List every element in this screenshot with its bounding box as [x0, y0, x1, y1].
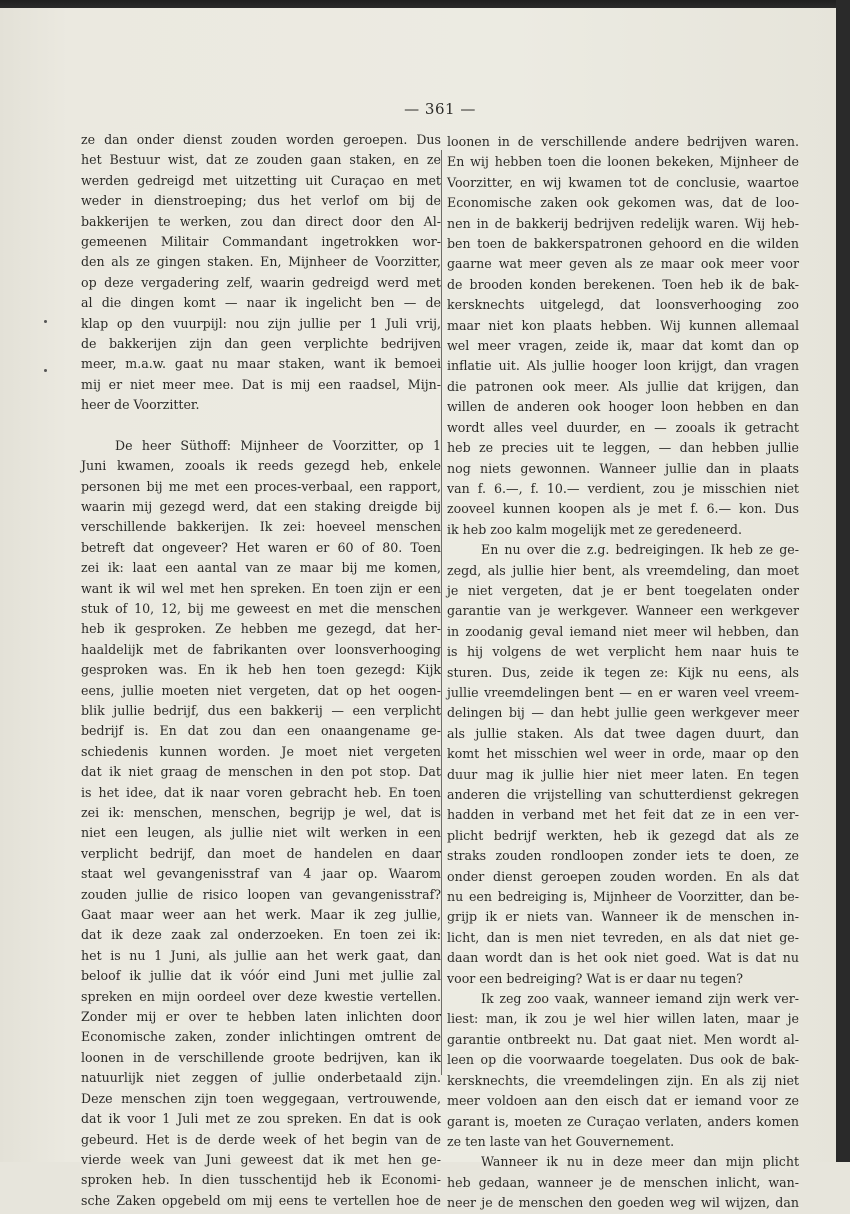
text-line: stuk of 10, 12, bij me geweest en met die menschen: [81, 600, 441, 616]
text-line: vierde week van Juni geweest dat ik met hen ge-: [81, 1151, 441, 1167]
right-column: [447, 132, 799, 1214]
text-line: zei ik: laat een aantal van ze maar bij me komen,: [81, 560, 441, 576]
text-line: dat ik deze zaak zal onderzoeken. En toen zei ik:: [81, 927, 441, 943]
text-line: dat ik niet graag de menschen in den pot stop. Dat: [81, 764, 441, 780]
text-line: betreft dat ongeveer? Het waren er 60 of 80. Toen: [81, 539, 441, 555]
text-line: nu een bedreiging is, Mijnheer de Voorzitter, dan be-: [447, 889, 799, 905]
text-line: neer je de menschen den goeden weg wil wijzen, dan: [447, 1195, 799, 1211]
scan-edge-top: [0, 0, 850, 8]
text-line: onder dienst geroepen zouden worden. En als dat: [447, 868, 799, 884]
text-line: want ik wil wel met hen spreken. En toen zijn er een: [81, 580, 441, 596]
text-line: ze ten laste van het Gouvernement.: [447, 1133, 675, 1149]
text-line: beloof ik jullie dat ik vóór eind Juni met jullie zal: [81, 968, 441, 984]
text-line: zooveel kunnen koopen als je met f. 6.— kon. Dus: [447, 501, 799, 517]
text-line: heer de Voorzitter.: [81, 397, 200, 413]
margin-mark: [44, 369, 47, 372]
text-line: heb gedaan, wanneer je de menschen inlicht, wan-: [447, 1174, 799, 1190]
text-line: maar niet kon plaats hebben. Wij kunnen allemaal: [447, 317, 799, 333]
text-line: leen op die voorwaarde toegelaten. Dus ook de bak-: [447, 1052, 799, 1068]
text-line: licht, dan is men niet tevreden, en als dat niet ge-: [447, 929, 799, 945]
text-line: anderen die vrijstelling van schutterdienst gekregen: [447, 787, 799, 802]
text-line: gemeenen Militair Commandant ingetrokken wor-: [81, 234, 441, 250]
text-line: staat wel gevangenisstraf van 4 jaar op. Waarom: [81, 866, 441, 882]
margin-mark: [44, 320, 47, 323]
text-line: De heer Süthoff: Mijnheer de Voorzitter, op 1: [115, 437, 441, 453]
text-line: meer, m.a.w. gaat nu maar staken, want ik bemoei: [81, 356, 441, 372]
text-line: personen bij me met een proces-verbaal, een rapport,: [81, 478, 441, 494]
left-column: [81, 130, 441, 1211]
text-line: inflatie uit. Als jullie hooger loon krijgt, dan vragen: [447, 358, 799, 374]
text-line: Ik zeg zoo vaak, wanneer iemand zijn werk ver-: [481, 991, 799, 1007]
column-divider: [441, 150, 442, 1075]
text-line: verplicht bedrijf, dan moet de handelen en daar: [81, 845, 441, 861]
text-line: loonen in de verschillende andere bedrijven waren.: [447, 134, 799, 149]
text-line: kersknechts, die vreemdelingen zijn. En als zij niet: [447, 1072, 799, 1088]
text-line: delingen bij — dan hebt jullie geen werkgever meer: [447, 705, 799, 721]
text-line: grijp ik er niets van. Wanneer ik de menschen in-: [447, 909, 799, 925]
text-line: natuurlijk niet zeggen of jullie onderbetaald zijn.: [81, 1070, 441, 1086]
text-line: sproken heb. In dien tusschentijd heb ik Economi-: [81, 1172, 441, 1188]
page-number: — 361 —: [404, 100, 476, 118]
text-line: Deze menschen zijn toen weggegaan, vertrouwende,: [81, 1090, 441, 1106]
text-line: ze dan onder dienst zouden worden geroepen. Dus: [81, 132, 441, 147]
text-line: verschillende bakkerijen. Ik zei: hoeveel menschen: [81, 519, 441, 535]
text-line: op deze vergadering zelf, waarin gedreigd werd met: [81, 274, 441, 290]
text-line: bakkerijen te werken, zou dan direct door den Al-: [81, 213, 441, 229]
paragraph-gap: [81, 416, 441, 436]
text-line: sche Zaken opgebeld om mij eens te vertellen hoe de: [81, 1192, 441, 1208]
text-line: zegd, als jullie hier bent, als vreemdeling, dan moet: [447, 562, 799, 578]
text-line: haaldelijk met de fabrikanten over loonsverhooging: [81, 641, 441, 657]
text-line: Voorzitter, en wij kwamen tot de conclusie, waartoe: [447, 174, 799, 190]
text-line: eens, jullie moeten niet vergeten, dat op het oogen-: [81, 682, 441, 698]
text-line: willen de anderen ook hooger loon hebben en dan: [447, 399, 799, 415]
text-line: duur mag ik jullie hier niet meer laten. En tegen: [447, 766, 799, 782]
text-line: al die dingen komt — naar ik ingelicht ben — de: [81, 295, 441, 311]
text-line: zouden jullie de risico loopen van gevangenisstraf?: [81, 886, 441, 902]
text-line: Gaat maar weer aan het werk. Maar ik zeg jullie,: [81, 907, 441, 923]
text-line: ben toen de bakkerspatronen gehoord en die wilden: [447, 236, 799, 252]
text-line: En nu over die z.g. bedreigingen. Ik heb ze ge-: [481, 542, 799, 558]
text-line: hadden in verband met het feit dat ze in een ver-: [447, 807, 799, 823]
text-line: komt het misschien wel weer in orde, maar op den: [447, 746, 799, 762]
text-line: den als ze gingen staken. En, Mijnheer de Voorzitter,: [81, 254, 441, 270]
text-line: wordt alles veel duurder, en — zooals ik getracht: [447, 419, 799, 435]
text-line: garantie ontbreekt nu. Dat gaat niet. Men wordt al-: [447, 1031, 799, 1047]
text-line: meer voldoen aan den eisch dat er iemand voor ze: [447, 1093, 799, 1109]
text-line: bedrijf is. En dat zou dan een onaangename ge-: [81, 723, 441, 739]
text-line: gaarne wat meer geven als ze maar ook meer voor: [447, 256, 799, 272]
text-line: het is nu 1 Juni, als jullie aan het werk gaat, dan: [81, 947, 441, 963]
text-line: loonen in de verschillende groote bedrijven, kan ik: [81, 1049, 441, 1065]
text-line: Juni kwamen, zooals ik reeds gezegd heb, enkele: [81, 458, 441, 474]
text-line: nen in de bakkerij bedrijven redelijk waren. Wij heb-: [447, 215, 799, 231]
text-line: van f. 6.—, f. 10.— verdient, zou je misschien niet: [447, 480, 799, 496]
text-line: in zoodanig geval iemand niet meer wil hebben, dan: [447, 623, 799, 639]
text-line: klap op den vuurpijl: nou zijn jullie per 1 Juli vrij,: [81, 315, 441, 331]
text-line: dat ik voor 1 Juli met ze zou spreken. En dat is ook: [81, 1111, 441, 1127]
text-line: als jullie staken. Als dat twee dagen duurt, dan: [447, 725, 799, 741]
text-line: het Bestuur wist, dat ze zouden gaan staken, en ze: [81, 152, 441, 168]
text-line: mij er niet meer mee. Dat is mij een raadsel, Mijn-: [81, 376, 441, 392]
text-line: je niet vergeten, dat je er bent toegelaten onder: [447, 582, 799, 598]
text-line: jullie vreemdelingen bent — en er waren veel vreem-: [447, 684, 799, 700]
text-line: die patronen ook meer. Als jullie dat krijgen, dan: [447, 378, 799, 394]
text-line: voor een bedreiging? Wat is er daar nu tegen?: [447, 970, 744, 986]
text-line: Zonder mij er over te hebben laten inlichten door: [81, 1009, 441, 1025]
scan-edge-right: [836, 0, 850, 1162]
text-line: weder in dienstroeping; dus het verlof om bij de: [81, 193, 441, 209]
text-line: ik heb zoo kalm mogelijk met ze geredeneerd.: [447, 521, 742, 537]
text-line: werden gedreigd met uitzetting uit Curaçao en met: [81, 172, 441, 188]
text-line: heb ik gesproken. Ze hebben me gezegd, dat her-: [81, 621, 441, 637]
text-line: nog niets gewonnen. Wanneer jullie dan in plaats: [447, 460, 799, 476]
text-line: is hij volgens de wet verplicht hem naar huis te: [447, 644, 799, 660]
text-line: sturen. Dus, zeide ik tegen ze: Kijk nu eens, als: [447, 664, 799, 680]
text-line: garant is, moeten ze Curaçao verlaten, anders komen: [447, 1113, 799, 1129]
text-line: plicht bedrijf werkten, heb ik gezegd dat als ze: [447, 827, 799, 843]
text-line: garantie van je werkgever. Wanneer een werkgever: [447, 603, 799, 619]
text-line: gebeurd. Het is de derde week of het begin van de: [81, 1131, 441, 1147]
text-line: waarin mij gezegd werd, dat een staking dreigde bij: [81, 498, 441, 514]
text-line: Wanneer ik nu in deze meer dan mijn plicht: [481, 1154, 799, 1170]
text-line: gesproken was. En ik heb hen toen gezegd: Kijk: [81, 662, 441, 678]
text-line: En wij hebben toen die loonen bekeken, Mijnheer de: [447, 154, 799, 170]
text-line: Economische zaken ook gekomen was, dat de loo-: [447, 195, 799, 211]
text-line: daan wordt dan is het ook niet goed. Wat is dat nu: [447, 950, 799, 966]
text-line: wel meer vragen, zeide ik, maar dat komt dan op: [447, 338, 799, 354]
text-line: liest: man, ik zou je wel hier willen laten, maar je: [447, 1011, 799, 1027]
text-line: heb ze precies uit te leggen, — dan hebben jullie: [447, 440, 799, 456]
text-line: kersknechts uitgelegd, dat loonsverhooging zoo: [447, 297, 799, 313]
text-line: blik jullie bedrijf, dus een bakkerij — een verplicht: [81, 702, 441, 718]
text-line: schiedenis kunnen worden. Je moet niet vergeten: [81, 743, 441, 759]
text-line: Economische zaken, zonder inlichtingen omtrent de: [81, 1029, 441, 1045]
text-line: straks zouden rondloopen zonder iets te doen, ze: [447, 848, 799, 864]
text-line: de bakkerijen zijn dan geen verplichte bedrijven: [81, 336, 441, 352]
text-line: niet een leugen, als jullie niet wilt werken in een: [81, 825, 441, 841]
text-line: de brooden konden berekenen. Toen heb ik de bak-: [447, 276, 799, 292]
text-line: spreken en mijn oordeel over deze kwestie vertellen.: [81, 988, 441, 1004]
text-line: is het idee, dat ik naar voren gebracht heb. En toen: [81, 784, 441, 800]
text-line: zei ik: menschen, menschen, begrijp je wel, dat is: [81, 805, 441, 820]
